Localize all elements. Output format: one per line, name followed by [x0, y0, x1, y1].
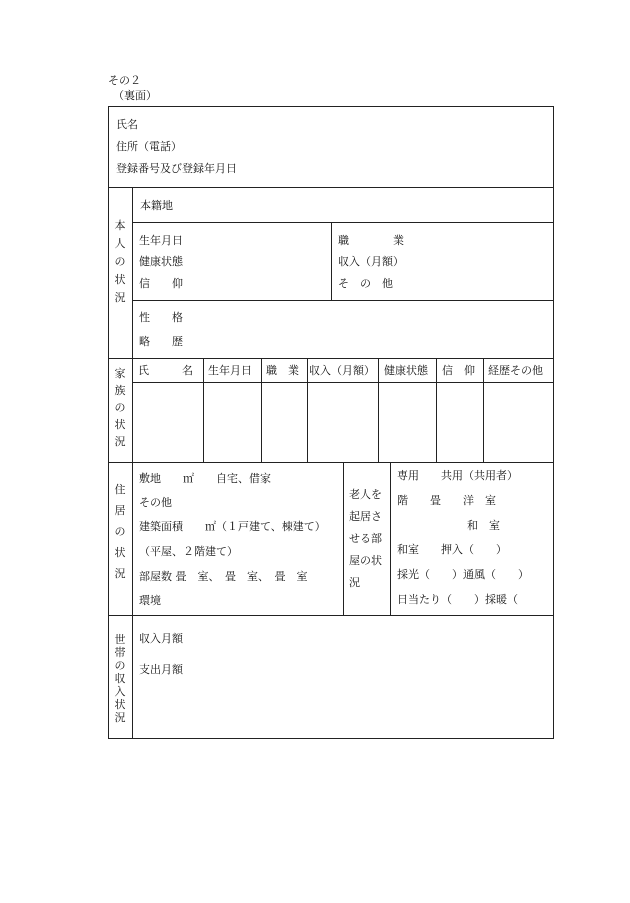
applicant-name-label: 氏名	[116, 118, 138, 131]
closet-label: 和室 押入（ ）	[397, 543, 507, 556]
rooms-label: 部屋数 畳 室、 畳 室、 畳 室	[139, 570, 308, 583]
housing-status-label: 住 居 の 状 況	[114, 483, 126, 580]
person-status-label: 本 人 の 状 況	[114, 219, 126, 304]
domicile-label: 本籍地	[140, 199, 173, 212]
light-ventilation-label: 採光（ ）通風（ ）	[397, 568, 529, 581]
monthly-expense-label: 支出月額	[139, 663, 183, 676]
japanese-room-label: 和 室	[467, 519, 500, 532]
elder-room-label: 老人を 起居さ せる部 屋の状 況	[349, 488, 382, 589]
birth-date-label: 生年月日	[139, 234, 183, 247]
family-status-label: 家 族 の 状 況	[114, 367, 126, 448]
family-col-faith: 信 仰	[442, 364, 475, 377]
other-housing-label: その他	[139, 496, 172, 509]
history-label: 略 歴	[139, 335, 183, 348]
family-col-health: 健康状態	[384, 364, 428, 377]
family-col-income: 収入（月額）	[309, 364, 375, 377]
other-label: そ の 他	[338, 277, 393, 290]
family-col-birth-date: 生年月日	[208, 364, 252, 377]
room-size-label: 階 畳 洋 室	[397, 494, 496, 507]
family-col-occupation: 職 業	[266, 364, 299, 377]
income-label: 収入（月額）	[338, 255, 404, 268]
floors-label: （平屋、２階建て）	[139, 545, 238, 558]
building-area-label: 建築面積 ㎡（１戸建て、棟建て）	[139, 520, 326, 533]
family-col-name: 氏 名	[138, 364, 193, 377]
registration-label: 登録番号及び登録年月日	[116, 162, 237, 175]
form-side-label: （裏面）	[113, 89, 157, 102]
faith-label: 信 仰	[139, 277, 183, 290]
site-area-label: 敷地 ㎡ 自宅、借家	[139, 472, 271, 485]
form-number: その２	[108, 74, 141, 87]
occupation-label: 職 業	[338, 234, 404, 247]
family-col-history: 経歴その他	[488, 364, 543, 377]
applicant-address-label: 住所（電話）	[116, 140, 182, 153]
sunlight-heating-label: 日当たり（ ）採暖（	[397, 593, 518, 606]
character-label: 性 格	[139, 311, 183, 324]
private-shared-label: 専用 共用（共用者）	[397, 469, 518, 482]
environment-label: 環境	[139, 594, 161, 607]
household-income-status-label: 世 帯 の 収 入 状 況	[114, 633, 126, 724]
health-label: 健康状態	[139, 255, 183, 268]
monthly-income-label: 収入月額	[139, 632, 183, 645]
